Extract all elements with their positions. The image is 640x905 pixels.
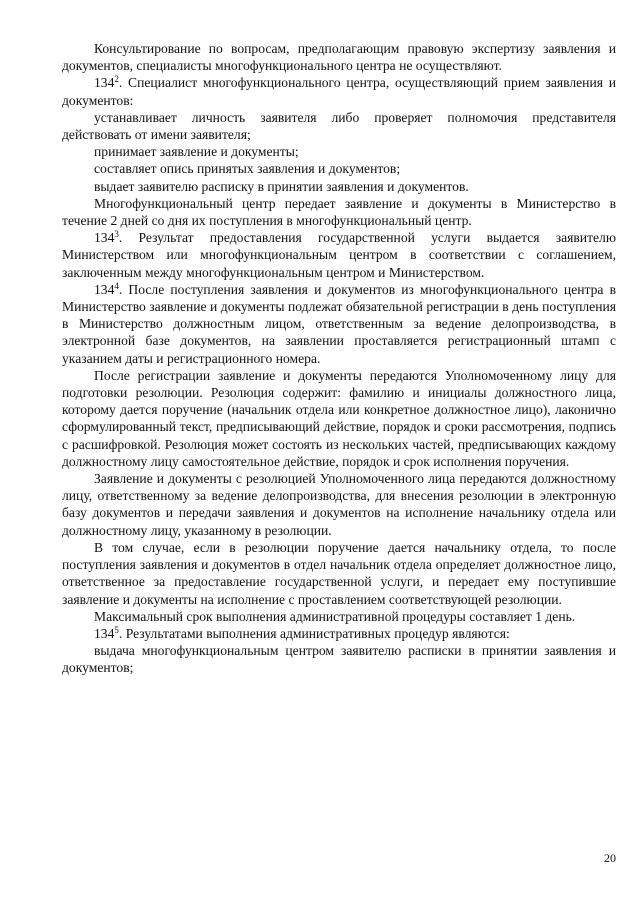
list-item-issue-receipt: выдача многофункциональным центром заявителю расписки в принятии заявления и документов; (62, 643, 616, 676)
clause-number: $134^4$ (94, 280, 119, 297)
paragraph-mfc-transfer: Многофункциональный центр передает заявление и документы в Министерство в течение 2 дней со дня их поступления в многофункциональный центр. (62, 195, 616, 229)
clause-number: $134^3$ (94, 229, 119, 246)
paragraph-transfer-with-resolution: Заявление и документы с резолюцией Уполномоченного лица передаются должностному лицу, ответственному за ведение делопроизводства, для внесения резолюции в электронную базу документов и передачи заявления и документов на исполнение начальнику отдела или должностному лицу, указанному в резолюции. (62, 471, 616, 538)
paragraph-134-4: $134^4$. После поступления заявления и документов из многофункционального центра в Министерство заявление и документы подлежат обязательной регистрации в день поступления в Министерство должностным лицом, ответственным за ведение делопроизводства, в электронной базе документов, на заявлении проставляется регистрационный штамп с указанием даты и регистрационного номера. (62, 280, 616, 366)
clause-number: $134^2$ (94, 74, 119, 91)
paragraph-134-5: $134^5$. Результатами выполнения административных процедур являются: (94, 624, 510, 641)
paragraph-max-term: Максимальный срок выполнения административной процедуры составляет 1 день. (94, 608, 576, 624)
paragraph-134-3: $134^3$. Результат предоставления государственной услуги выдается заявителю Министерством или многофункциональным центром в соответствии с соглашением, заключенным между многофункциональным центром и Министерством. (62, 229, 616, 280)
clause-number: $134^5$ (94, 624, 119, 641)
list-item-receipt: выдает заявителю расписку в принятии заявления и документов. (94, 178, 469, 194)
paragraph-department-head: В том случае, если в резолюции поручение дается начальнику отдела, то после поступления заявления и документов в отдел начальник отдела определяет должностное лицо, ответственное за предоставление государственной услуги, и передает ему поступившие заявление и документы на исполнение с проставлением соответствующей резолюции. (62, 539, 616, 607)
paragraph-resolution: После регистрации заявление и документы передаются Уполномоченному лицу для подготовки резолюции. Резолюция содержит: фамилию и инициалы должностного лица, которому дается поручение (начальник отдела или конкретное должностное лицо), лаконично сформулированный текст, предписывающий действие, порядок и сроки рассмотрения, подпись с расшифровкой. Резолюция может состоять из нескольких частей, предписывающих каждому должностному лицу самостоятельное действие, порядок и срок исполнения поручения. (62, 367, 616, 469)
list-item-verify-identity: устанавливает личность заявителя либо проверяет полномочия представителя действовать от имени заявителя; (62, 109, 616, 143)
page-number: 20 (604, 851, 616, 865)
paragraph-consultation: Консультирование по вопросам, предполагающим правовую экспертизу заявления и документов, специалисты многофункционального центра не осуществляют. (62, 41, 616, 74)
list-item-accept-documents: принимает заявление и документы; (94, 144, 299, 160)
list-item-inventory: составляет опись принятых заявления и документов; (94, 161, 401, 177)
paragraph-134-2: $134^2$. Специалист многофункционального центра, осуществляющий прием заявления и документов: (62, 74, 616, 108)
document-body (62, 40, 616, 677)
